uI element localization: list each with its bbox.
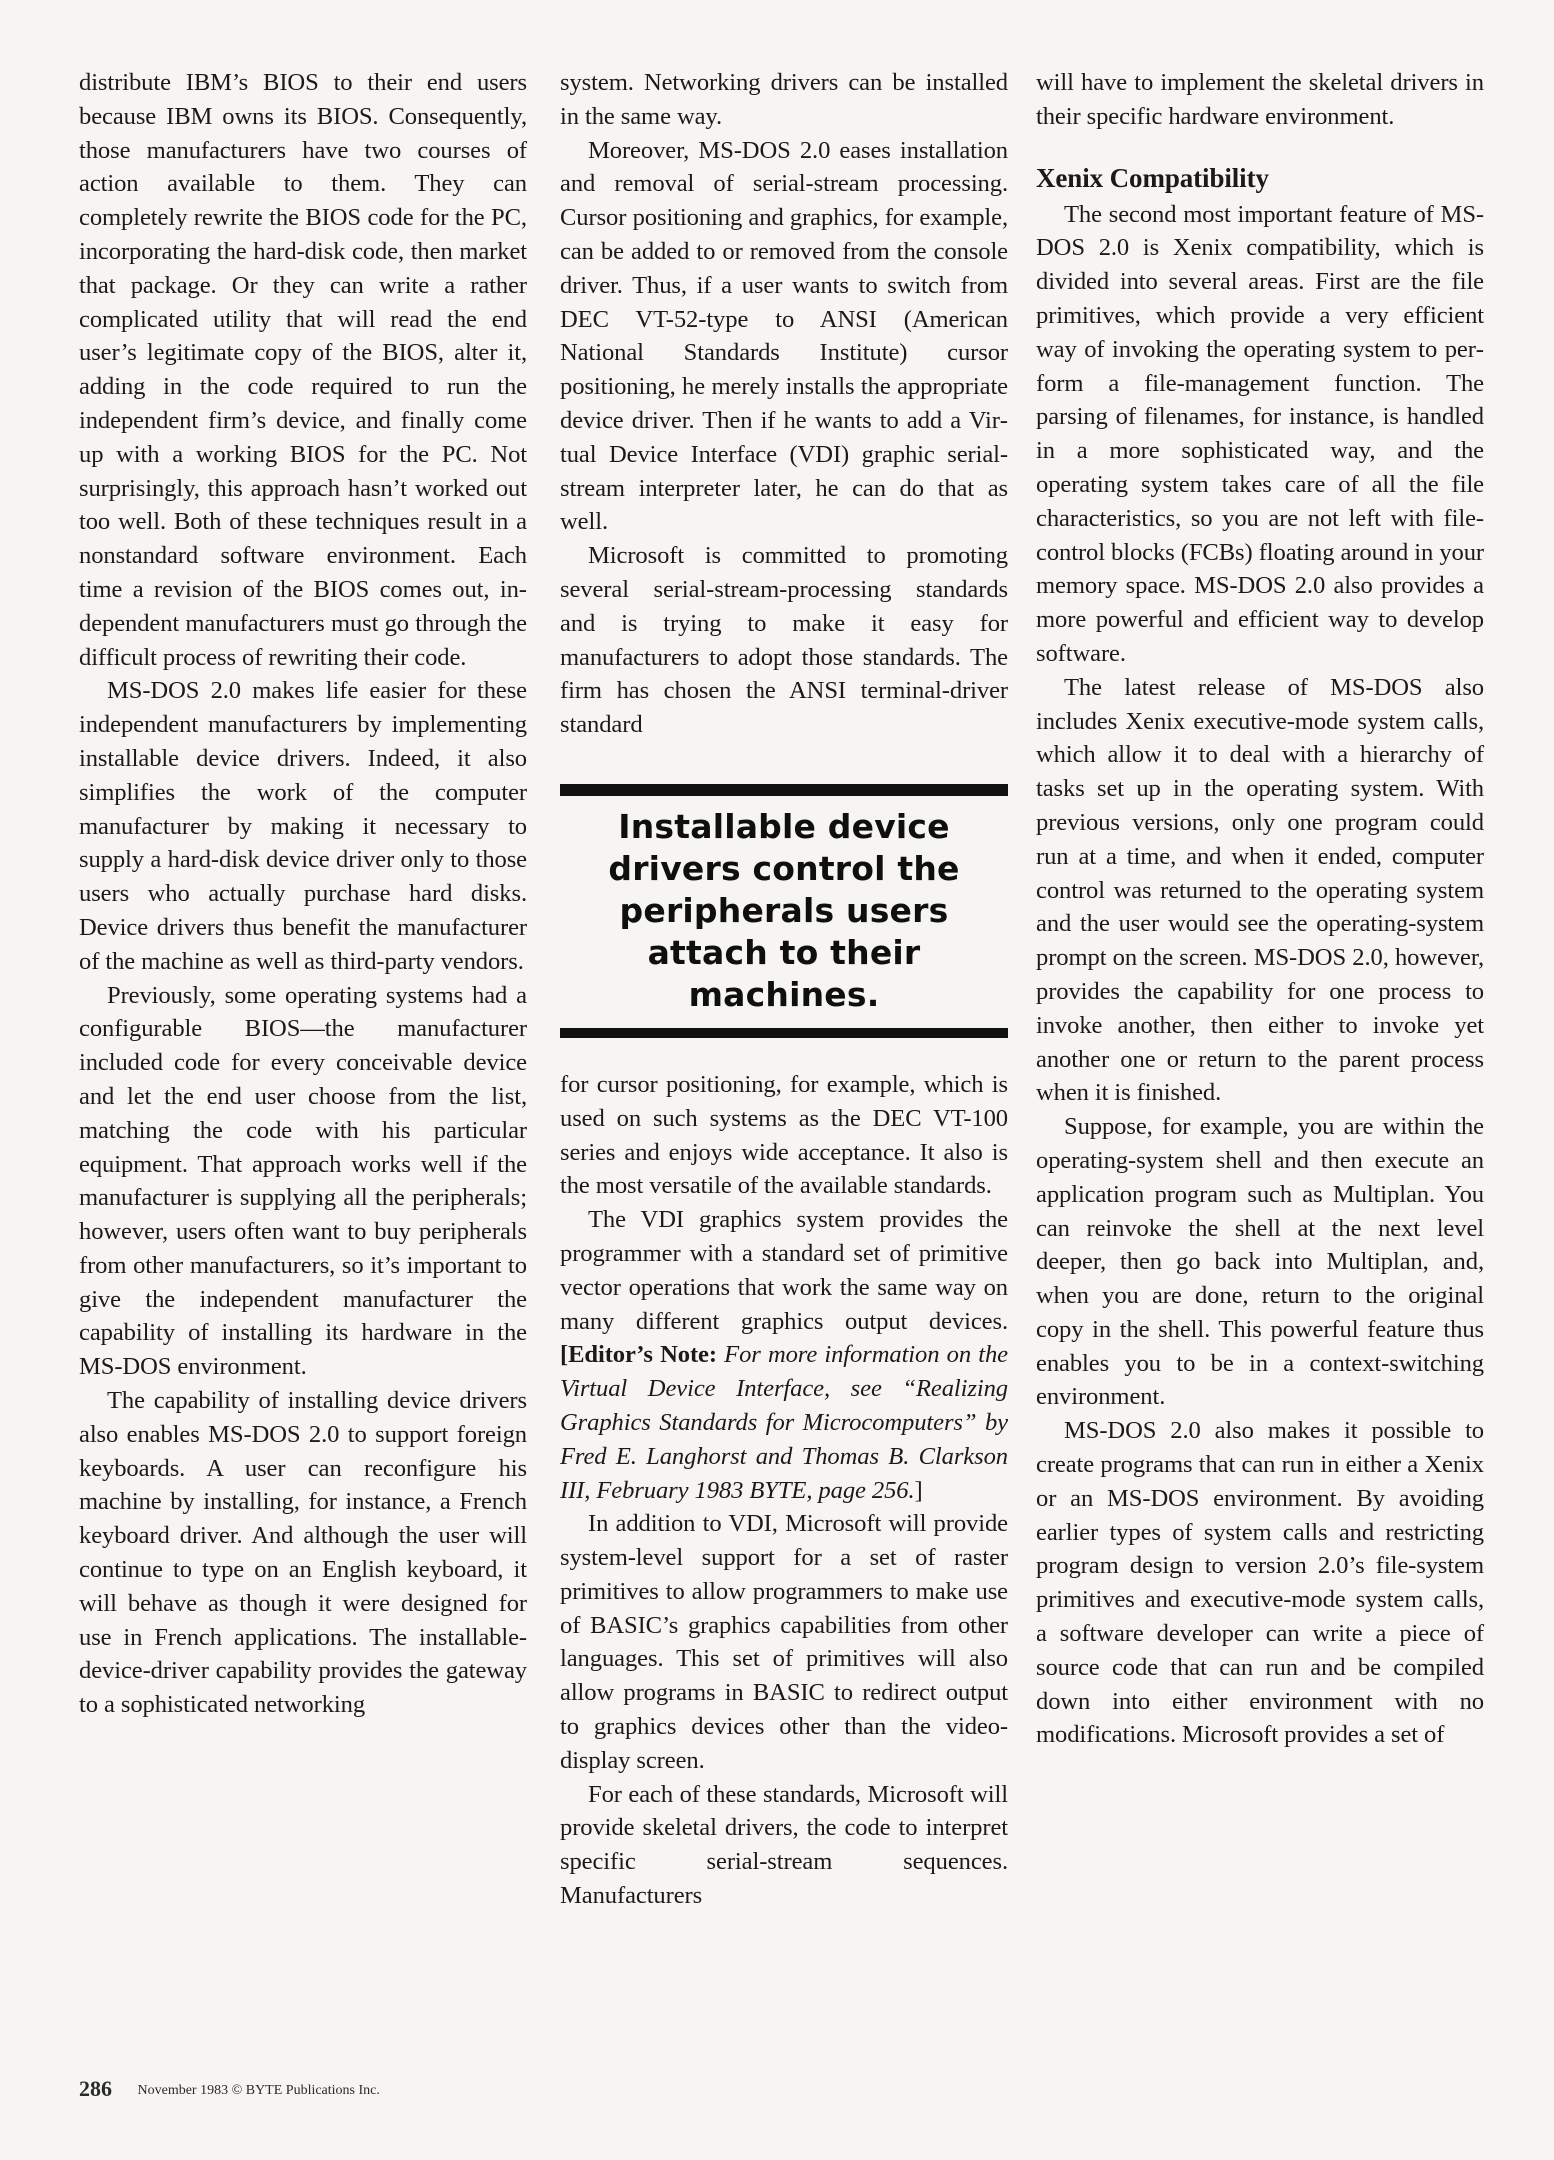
paragraph: Previously, some operating systems had a configurable BIOS—the manufacturer included code for every conceivable device and let the end user choose from the list, matching the code with his particular equipment. That approach works well if the manufacturer is supplying all the peripherals; however, users often want to buy peripherals from other manufacturers, so it’s important to give the independent manufacturer the capability of installing its hardware in the MS-DOS environment. bbox=[79, 981, 527, 1381]
section-heading: Xenix Compatibility bbox=[1036, 162, 1269, 193]
page-footer bbox=[79, 2076, 380, 2102]
paragraph: MS-DOS 2.0 makes life easier for these independent manufacturers by implementing installable device drivers. Indeed, it also simplifies the work of the computer manufacturer by making it necessary to supply a hard-disk device driver only to those users who actually purchase hard disks. Device drivers thus benefit the manufacturer of the machine as well as third-party vendors. bbox=[79, 677, 527, 975]
paragraph: The capability of installing device drivers also enables MS-DOS 2.0 to support foreign keyboards. A user can reconfigure his machine by installing, for instance, a French keyboard driver. And although the user will continue to type on an English keyboard, it will behave as though it were designed for use in French applications. The installable-device-driver capability provides the gateway to a sophisticated networking bbox=[79, 1387, 527, 1719]
paragraph: will have to implement the skeletal drivers in their specific hardware environment. bbox=[1036, 69, 1484, 130]
paragraph: for cursor positioning, for example, which is used on such systems as the DEC VT-100 series and enjoys wide acceptance. It also is the most versatile of the available standards. bbox=[560, 1070, 1008, 1200]
paragraph: system. Networking drivers can be installed in the same way. bbox=[560, 69, 1008, 130]
publication-credit: November 1983 © BYTE Publications Inc. bbox=[137, 2083, 380, 2098]
paragraph-text: The VDI graphics system provides the programmer with a standard set of primitive vector operations that work the same way on many different graphics output devices. bbox=[560, 1206, 1008, 1335]
paragraph: Microsoft is committed to promoting several serial-stream-processing standards and is trying to make it easy for manufacturers to adopt those standards. The firm has chosen the ANSI terminal-driver standard bbox=[560, 542, 1008, 739]
paragraph: In addition to VDI, Microsoft will provide system-level support for a set of raster primitives to allow programmers to make use of BASIC’s graphics capabilities from other languages. This set of primitives will also allow programs in BASIC to redirect output to graphics devices other than the video-display screen. bbox=[560, 1510, 1008, 1774]
paragraph: MS-DOS 2.0 also makes it possible to create programs that can run in either a Xenix or an MS-DOS environment. By avoiding earlier types of system calls and restricting program design to version 2.0’s file-system primitives and executive-mode system calls, a software developer can write a piece of source code that can run and be compiled down into either environment with no modifications. Microsoft provides a set of bbox=[1036, 1417, 1484, 1749]
paragraph: For each of these standards, Microsoft will provide skeletal drivers, the code to interpret specific serial-stream sequences. Manufacturers bbox=[560, 1780, 1008, 1910]
editors-note-label: [Editor’s Note: bbox=[560, 1341, 717, 1369]
pull-quote-text: Installable device drivers control the peripherals users attach to their machines. bbox=[608, 806, 960, 1014]
paragraph: Suppose, for example, you are within the operating-system shell and then execute an application program such as Multiplan. You can reinvoke the shell at the next level deeper, then go back into Multiplan, and, when you are done, return to the original copy in the shell. This powerful feature thus enables you to be in a context-switching environment. bbox=[1036, 1113, 1484, 1411]
editors-note-text: For more information on the Virtual Device Interface, see “Realizing Graphics Standards for Microcomputers” by Fred E. Langhorst and Thomas B. Clarkson III, February 1983 BYTE, page 256. bbox=[560, 1341, 1008, 1504]
paragraph: The second most important feature of MS-DOS 2.0 is Xenix compatibility, which is divided into several areas. First are the file primitives, which provide a very efficient way of invoking the operating system to perform a file-management function. The parsing of filenames, for instance, is handled in a more sophisticated way, and the operating system takes care of all the file characteristics, so you are not left with file-control blocks (FCBs) floating around in your memory space. MS-DOS 2.0 also provides a more powerful and efficient way to develop software. bbox=[1036, 200, 1484, 667]
paragraph: distribute IBM’s BIOS to their end users because IBM owns its BIOS. Consequently, those manufacturers have two courses of action available to them. They can completely rewrite the BIOS code for the PC, incorporating the hard-disk code, then market that package. Or they can write a rather complicated utility that will read the end user’s legitimate copy of the BIOS, alter it, adding in the code required to run the independent firm’s device, and finally come up with a working BIOS for the PC. Not surprisingly, this approach hasn’t worked out too well. Both of these techniques result in a nonstandard software environment. Each time a revision of the BIOS comes out, independent manufacturers must go through the difficult process of rewriting their code. bbox=[79, 69, 527, 671]
pull-quote bbox=[560, 784, 1008, 1038]
paragraph: Moreover, MS-DOS 2.0 eases installation and removal of serial-stream processing. Cursor positioning and graphics, for example, can be added to or removed from the console driver. Thus, if a user wants to switch from DEC VT-52-type to ANSI (American National Standards Institute) cursor positioning, he merely installs the appropriate device driver. Then if he wants to add a Virtual Device Interface (VDI) graphic serial-stream interpreter later, he can do that as well. bbox=[560, 136, 1008, 536]
text-column-1 bbox=[79, 66, 527, 1722]
text-column-2 bbox=[560, 66, 1008, 1913]
paragraph-with-editors-note bbox=[560, 1203, 1008, 1507]
editors-note-close: ] bbox=[914, 1476, 923, 1504]
page-number: 286 bbox=[79, 2076, 112, 2101]
text-column-3 bbox=[1036, 66, 1484, 1752]
paragraph: The latest release of MS-DOS also includes Xenix executive-mode system calls, which allow it to deal with a hierarchy of tasks set up in the operating system. With previous versions, only one program could run at a time, and when it ended, computer control was returned to the operating system and the user would see the operating-system prompt on the screen. MS-DOS 2.0, however, provides the capability for one process to invoke another, then either to invoke yet another one or return to the parent process when it is finished. bbox=[1036, 673, 1484, 1107]
